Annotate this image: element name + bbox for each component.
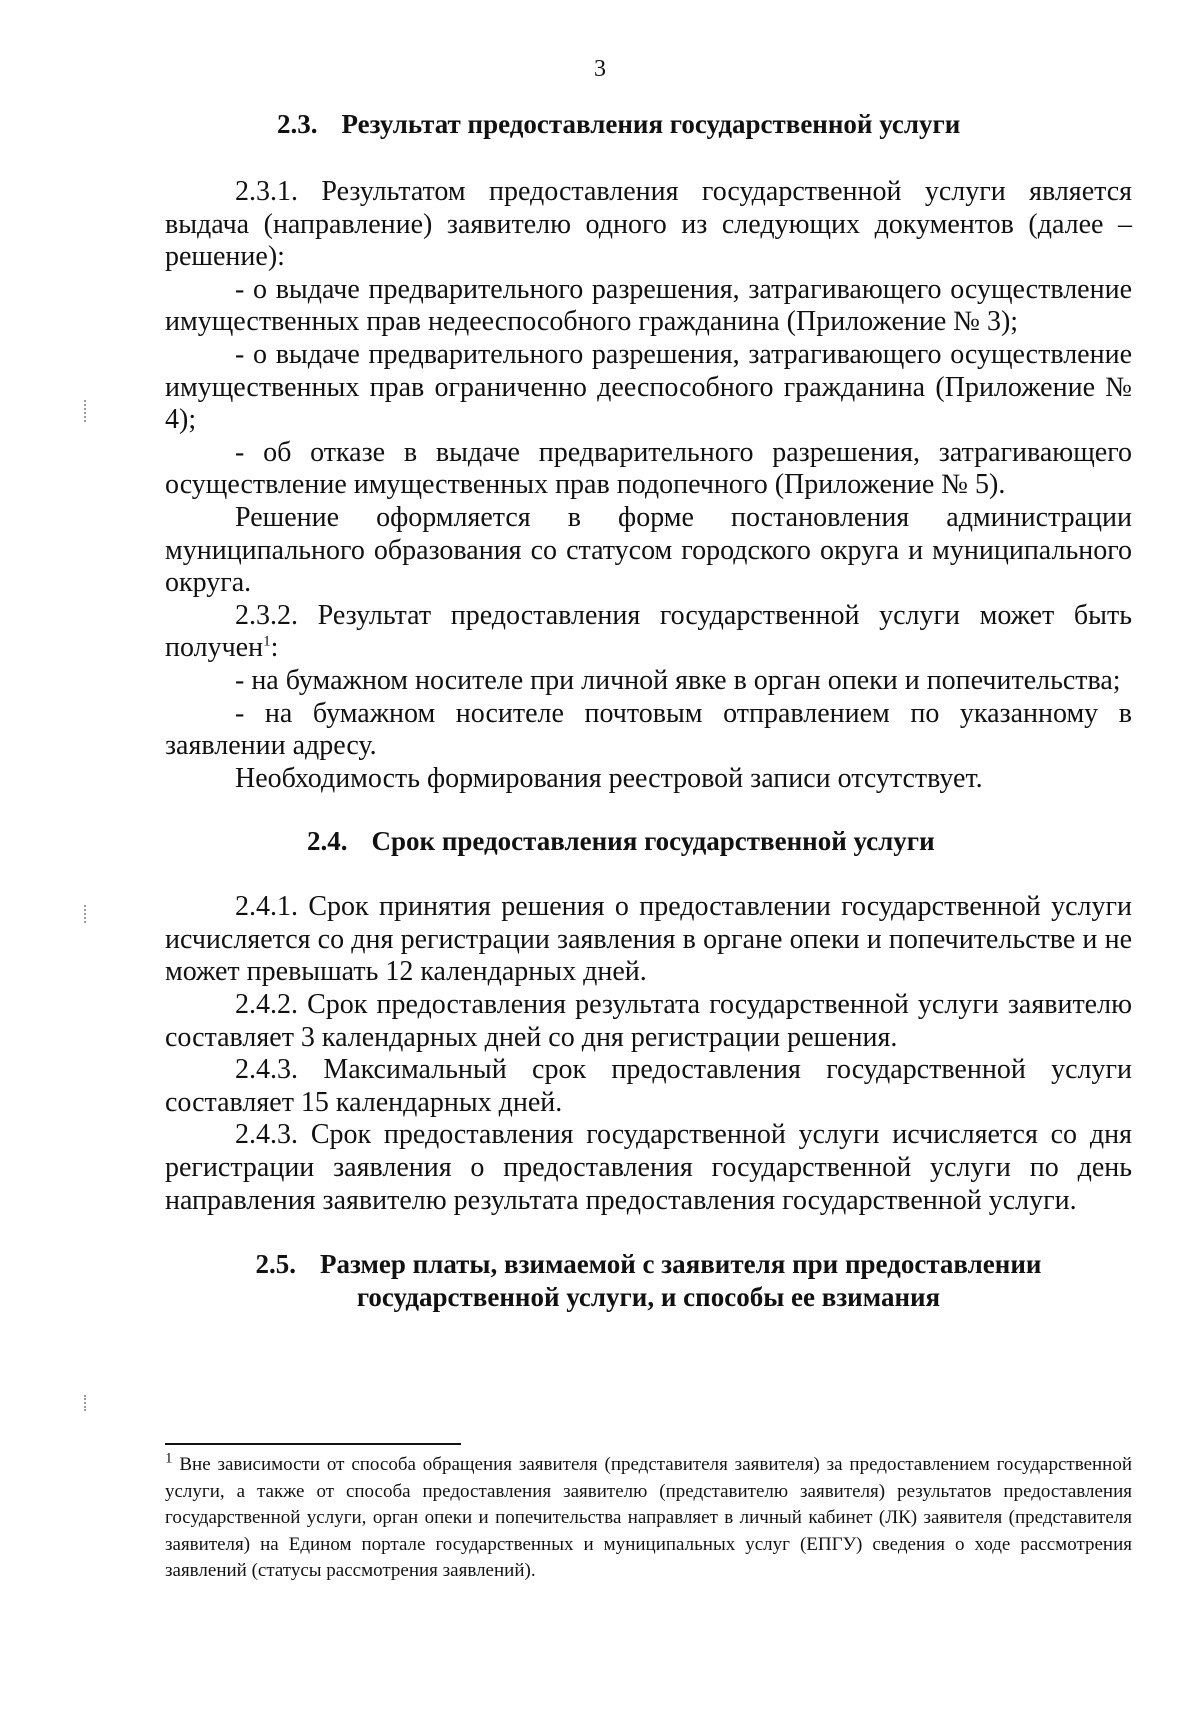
paragraph: - об отказе в выдаче предварительного разрешения, затрагивающего осуществление имущественных прав подопечного (Приложение № 5). bbox=[165, 436, 1132, 501]
paragraph: 2.4.2. Срок предоставления результата государственной услуги заявителю составляет 3 календарных дней со дня регистрации решения. bbox=[165, 989, 1132, 1053]
section-heading-2-4 bbox=[165, 825, 1132, 858]
margin-mark bbox=[84, 400, 92, 422]
paragraph: 2.4.3. Максимальный срок предоставления государственной услуги составляет 15 календарных дней. bbox=[165, 1054, 1132, 1118]
section-title: Размер платы, взимаемой с заявителя при предоставлении bbox=[320, 1249, 1042, 1280]
page-number: 3 bbox=[594, 56, 606, 82]
footnote-text: Вне зависимости от способа обращения заявителя (представителя заявителя) за предоставлением государственной услуги, а также от способа предоставления заявителю (представителю заявителя) результатов предоставления государственной услуги, орган опеки и попечительства направляет в личный кабинет (ЛК) заявителя (представителя заявителя) на Едином портале государственных и муниципальных услуг (ЕПГУ) сведения о ходе рассмотрения заявлений (статусы рассмотрения заявлений). bbox=[165, 1454, 1133, 1581]
paragraph: - на бумажном носителе при личной явке в орган опеки и попечительства; bbox=[235, 664, 1121, 696]
section-title-line-2: государственной услуги, и способы ее взимания bbox=[356, 1282, 941, 1313]
paragraph: - о выдаче предварительного разрешения, затрагивающего осуществление имущественных прав недееспособного гражданина (Приложение № 3); bbox=[165, 273, 1132, 338]
paragraph: - о выдаче предварительного разрешения, затрагивающего осуществление имущественных прав ограниченно дееспособного гражданина (Приложение № 4); bbox=[165, 338, 1132, 436]
footnote-marker: 1 bbox=[165, 1450, 173, 1467]
section-heading-2-3 bbox=[165, 108, 1132, 141]
section-title-line-1 bbox=[165, 1248, 1132, 1281]
section-heading-2-5 bbox=[165, 1248, 1132, 1314]
paragraph-text: 2.3.2. Результат предоставления государственной услуги может быть получен bbox=[165, 599, 1132, 664]
paragraph: 2.4.3. Срок предоставления государственной услуги исчисляется со дня регистрации заявления о предоставления государственной услуги по день направления заявителю результата предоставления государственной услуги. bbox=[165, 1119, 1132, 1216]
margin-mark bbox=[84, 1395, 92, 1411]
paragraph-text-tail: : bbox=[270, 632, 279, 664]
footnote-reference: 1 bbox=[263, 633, 271, 650]
paragraph: 2.4.1. Срок принятия решения о предоставлении государственной услуги исчисляется со дня регистрации заявления в органе опеки и попечительстве и не может превышать 12 календарных дней. bbox=[165, 891, 1132, 988]
paragraph: Решение оформляется в форме постановления администрации муниципального образования со статусом городского округа и муниципального округа. bbox=[165, 501, 1132, 599]
footnote bbox=[165, 1452, 1132, 1585]
paragraph: - на бумажном носителе почтовым отправлением по указанному в заявлении адресу. bbox=[165, 697, 1132, 762]
margin-mark bbox=[84, 905, 92, 923]
section-number: 2.5. bbox=[255, 1249, 297, 1280]
paragraph: 2.3.1. Результатом предоставления государственной услуги является выдача (направление) заявителю одного из следующих документов (далее – решение): bbox=[165, 176, 1132, 273]
section-title: Результат предоставления государственной услуги bbox=[341, 109, 961, 139]
section-title: Срок предоставления государственной услуги bbox=[371, 826, 935, 857]
paragraph bbox=[165, 600, 1132, 665]
paragraph: Необходимость формирования реестровой записи отсутствует. bbox=[235, 762, 983, 794]
section-number: 2.4. bbox=[307, 826, 348, 857]
document-body bbox=[165, 108, 1132, 1314]
footnote-separator bbox=[165, 1443, 461, 1445]
section-number: 2.3. bbox=[277, 109, 318, 139]
